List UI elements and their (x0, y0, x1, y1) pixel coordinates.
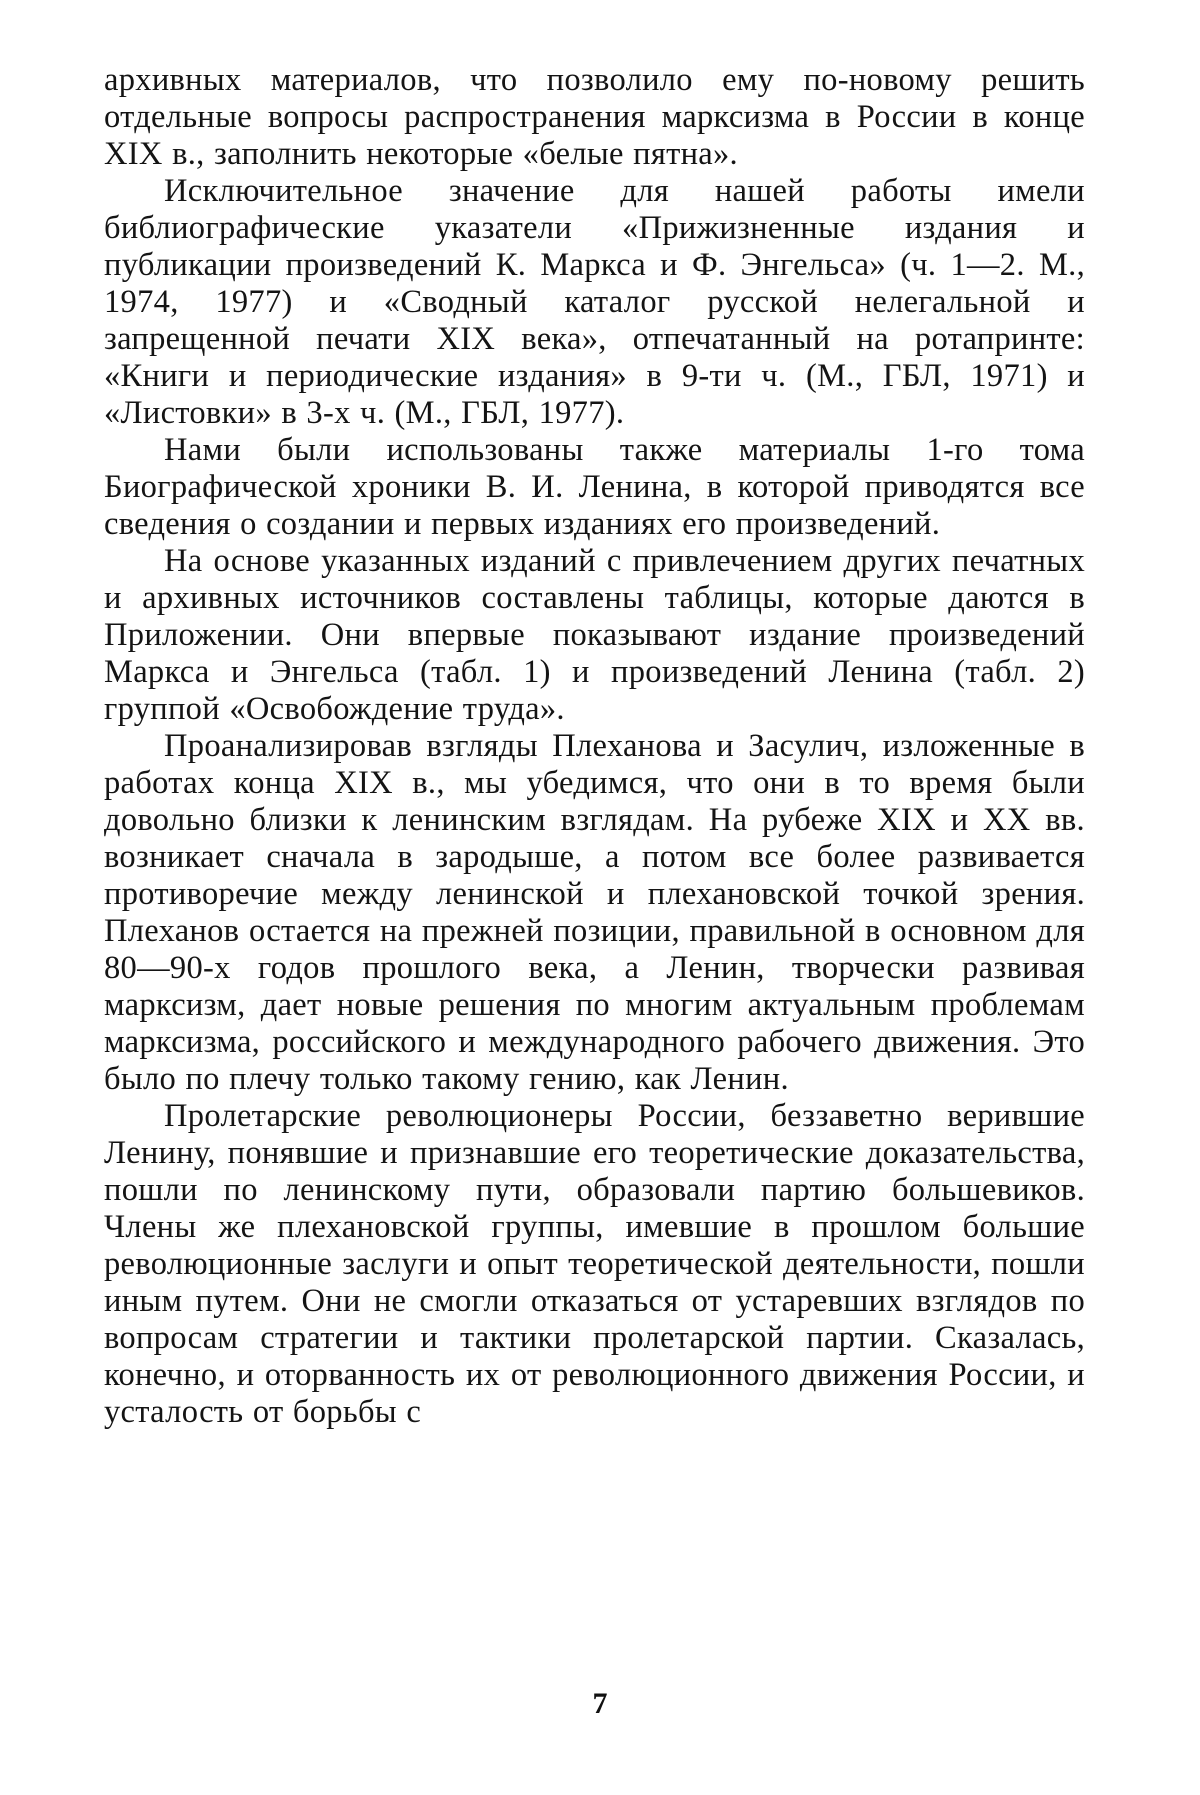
page-body (104, 62, 1085, 1431)
paragraph-tables-appendix: На основе указанных изданий с привлечением других печатных и архивных источников составлены таблицы, которые даются в Приложении. Они впервые показывают издание произведений Маркса и Энгельса (табл. 1) и произведений Ленина (табл. 2) группой «Освобождение труда». (104, 543, 1085, 727)
paragraph-biographical-chronicle: Нами были использованы также материалы 1-го тома Биографической хроники В. И. Ленина, в которой приводятся все сведения о создании и первых изданиях его произведений. (104, 432, 1085, 542)
paragraph-bibliographic-sources: Исключительное значение для нашей работы имели библиографические указатели «Прижизненные издания и публикации произведений К. Маркса и Ф. Энгельса» (ч. 1—2. М., 1974, 1977) и «Сводный каталог русской нелегальной и запрещенной печати XIX века», отпечатанный на ротапринте: «Книги и периодические издания» в 9-ти ч. (М., ГБЛ, 1971) и «Листовки» в 3-х ч. (М., ГБЛ, 1977). (104, 173, 1085, 431)
paragraph-continuation: архивных материалов, что позволило ему по-новому решить отдельные вопросы распространения марксизма в России в конце XIX в., заполнить некоторые «белые пятна». (104, 62, 1085, 172)
page-number: 7 (592, 1687, 608, 1720)
paragraph-proletarian-revolutionaries: Пролетарские революционеры России, беззаветно верившие Ленину, понявшие и признавшие его теоретические доказательства, пошли по ленинскому пути, образовали партию большевиков. Члены же плехановской группы, имевшие в прошлом большие революционные заслуги и опыт теоретической деятельности, пошли иным путем. Они не смогли отказаться от устаревших взглядов по вопросам стратегии и тактики пролетарской партии. Сказалась, конечно, и оторванность их от революционного движения России, и усталость от борьбы с (104, 1098, 1085, 1430)
paragraph-views-analysis: Проанализировав взгляды Плеханова и Засулич, изложенные в работах конца XIX в., мы убедимся, что они в то время были довольно близки к ленинским взглядам. На рубеже XIX и XX вв. возникает сначала в зародыше, а потом все более развивается противоречие между ленинской и плехановской точкой зрения. Плеханов остается на прежней позиции, правильной в основном для 80—90-х годов прошлого века, а Ленин, творчески развивая марксизм, дает новые решения по многим актуальным проблемам марксизма, российского и международного рабочего движения. Это было по плечу только такому гению, как Ленин. (104, 728, 1085, 1097)
